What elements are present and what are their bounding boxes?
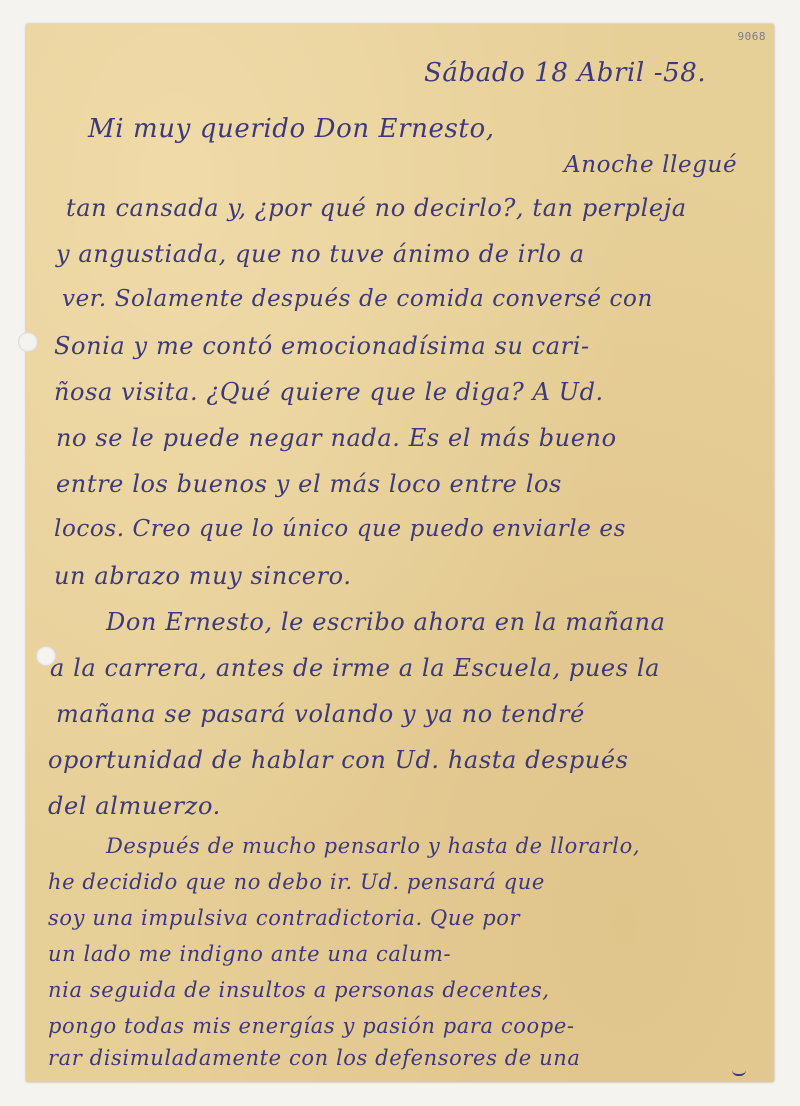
letter-line: mañana se pasará volando y ya no tendré <box>56 700 585 728</box>
letter-line: un abrazo muy sincero. <box>54 562 352 590</box>
letter-line: del almuerzo. <box>48 792 221 820</box>
letter-line: soy una impulsiva contradictoria. Que por <box>48 906 521 930</box>
letter-line: tan cansada y, ¿por qué no decirlo?, tan perpleja <box>66 194 687 222</box>
letter-line: entre los buenos y el más loco entre los <box>56 470 562 498</box>
letter-line: ñosa visita. ¿Qué quiere que le diga? A Ud. <box>54 378 604 406</box>
letter-date: Sábado 18 Abril -58. <box>424 58 707 88</box>
letter-line: a la carrera, antes de irme a la Escuela, pues la <box>50 654 661 682</box>
archive-number: 9068 <box>737 30 766 43</box>
letter-sheet <box>26 24 774 1082</box>
letter-line: ver. Solamente después de comida conversé con <box>62 286 653 312</box>
letter-line: Sonia y me contó emocionadísima su cari- <box>54 332 590 360</box>
letter-line: Después de mucho pensarlo y hasta de llorarlo, <box>106 834 641 858</box>
letter-line: un lado me indigno ante una calum- <box>48 942 452 966</box>
punch-hole-upper <box>18 332 38 352</box>
letter-line: nia seguida de insultos a personas decentes, <box>48 978 550 1002</box>
letter-line: oportunidad de hablar con Ud. hasta después <box>48 746 629 774</box>
letter-line: y angustiada, que no tuve ánimo de irlo a <box>56 240 585 268</box>
letter-line: pongo todas mis energías y pasión para coope- <box>48 1014 575 1038</box>
page-continuation-mark <box>732 1070 746 1076</box>
letter-line: no se le puede negar nada. Es el más bueno <box>56 424 617 452</box>
letter-line: rar disimuladamente con los defensores de una <box>48 1046 581 1070</box>
letter-line: locos. Creo que lo único que puedo enviarle es <box>54 516 626 542</box>
letter-salutation: Mi muy querido Don Ernesto, <box>88 114 495 144</box>
letter-line: Anoche llegué <box>564 152 738 178</box>
letter-line: Don Ernesto, le escribo ahora en la mañana <box>106 608 666 636</box>
letter-line: he decidido que no debo ir. Ud. pensará que <box>48 870 545 894</box>
